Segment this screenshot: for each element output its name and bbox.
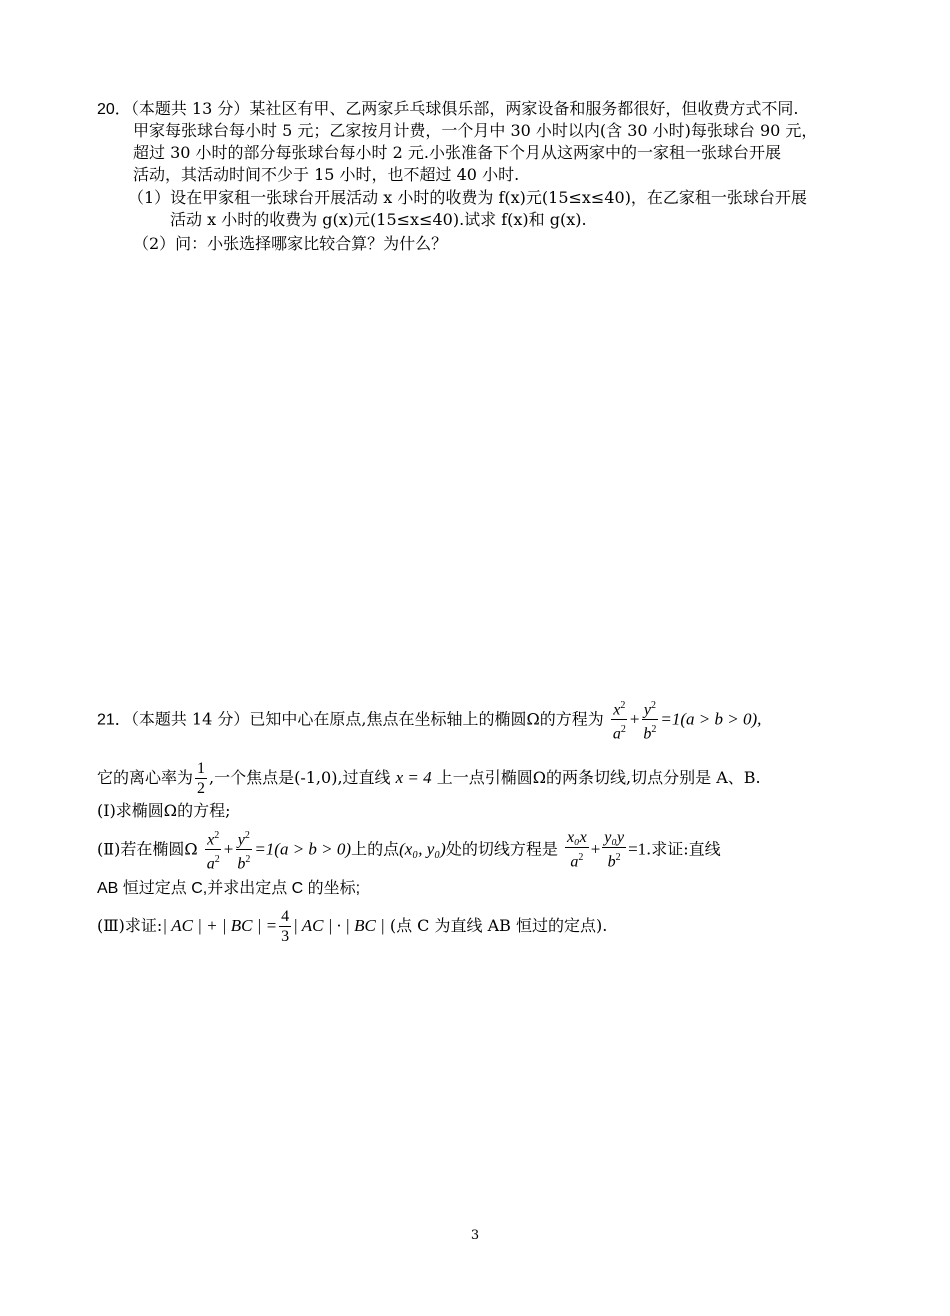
line-equation: x = 4: [395, 768, 432, 787]
frac-y2-b2: $\frac{y^2}{b^2}$: [641, 696, 658, 744]
tangent-eq-one: =1: [628, 839, 647, 859]
tangent-text: 上一点引椭圆Ω的两条切线,切点分别是 A、B.: [436, 768, 761, 787]
part3-note: (点 C 为直线 AB 恒过的定点).: [389, 916, 608, 935]
part2-tangent-label: 处的切线方程是: [445, 839, 558, 859]
part2-prove-text: .求证:直线: [646, 839, 721, 859]
q20-header: （本题共 13 分）: [130, 99, 250, 118]
q21-part3: [97, 904, 607, 948]
frac-x2-a2-b: $\frac{x^2}{a^2}$: [205, 826, 222, 874]
part3-eq-left: | AC | + | BC | =: [162, 916, 278, 935]
part2-label: (Ⅱ)若在椭圆Ω: [97, 839, 198, 859]
focus-text: ,一个焦点是(-1,0),过直线: [209, 768, 391, 787]
q20-text-1: 某社区有甲、乙两家乒乓球俱乐部，两家设备和服务都很好，但收费方式不同.: [249, 99, 799, 118]
q20-line-3: 超过 30 小时的部分每张球台每小时 2 元.小张准备下个月从这两家中的一家租一张球台开展: [133, 143, 781, 162]
point-x0-y0: (x₀, y₀): [399, 839, 446, 859]
frac-y0y-b2: $\frac{\text{y₀y}}{b^2}$: [604, 829, 625, 871]
q20-line-1: [97, 98, 798, 121]
q20-part1-line-1: （1）设在甲家租一张球台开展活动 x 小时的收费为 f(x)元(15≤x≤40)，在乙家租一张球台开展: [128, 188, 807, 207]
q21-header: （本题共 14 分）: [130, 709, 250, 729]
part2-eq: =1(a > b > 0): [254, 839, 352, 859]
q20-part1-line-2: 活动 x 小时的收费为 g(x)元(15≤x≤40).试求 f(x)和 g(x).: [170, 210, 587, 229]
q21-part2-line-1: (Ⅱ)若在椭圆Ω $\frac{x^2}{a^2}$ + $\frac{y^2}{b^2}$ =1(a > b > 0)上的点(x₀, y₀)处的切线方程是 $\frac{\text{x₀x}}{a^2}$ + $\frac{\text{y₀y}}{b^2}$ =1.求证:直线: [97, 826, 721, 874]
q21-number: 21．: [97, 711, 131, 729]
frac-four-thirds: $\frac{4}{3}$: [281, 908, 290, 945]
q21-line-1: 21．（本题共 14 分）已知中心在原点,焦点在坐标轴上的椭圆Ω的方程为 $\frac{x^2}{a^2}$ + $\frac{y^2}{b^2}$ =1(a > b > 0),: [97, 696, 761, 744]
q21-eq-tail: =1(a > b > 0),: [660, 709, 762, 729]
frac-y2-b2-b: $\frac{y^2}{b^2}$: [235, 826, 252, 874]
q21-part1: (Ⅰ)求椭圆Ω的方程;: [97, 801, 231, 820]
frac-x0x-a2: $\frac{\text{x₀x}}{a^2}$: [566, 829, 587, 871]
q21-intro: 已知中心在原点,焦点在坐标轴上的椭圆Ω的方程为: [249, 709, 604, 729]
part3-label: (Ⅲ)求证:: [97, 916, 163, 935]
frac-one-half: $\frac{1}{2}$: [197, 760, 206, 797]
page-number: 3: [470, 1228, 480, 1243]
q20-number: 20．: [97, 101, 131, 118]
part3-eq-right: | AC | · | BC |: [293, 916, 385, 935]
q20-line-2: 甲家每张球台每小时 5 元；乙家按月计费，一个月中 30 小时以内(含 30 小时)每张球台 90 元，: [133, 121, 818, 140]
frac-x2-a2: $\frac{x^2}{a^2}$: [611, 696, 628, 744]
q20-part2: （2）问：小张选择哪家比较合算？为什么？: [133, 234, 448, 253]
eccentricity-label: 它的离心率为: [97, 768, 194, 787]
part2-point-label: 上的点: [351, 839, 400, 859]
q20-line-4: 活动，其活动时间不少于 15 小时，也不超过 40 小时.: [133, 165, 520, 184]
q21-part2-line-2: AB 恒过定点 C,并求出定点 C 的坐标;: [97, 880, 361, 897]
q21-line-2: [97, 756, 761, 800]
